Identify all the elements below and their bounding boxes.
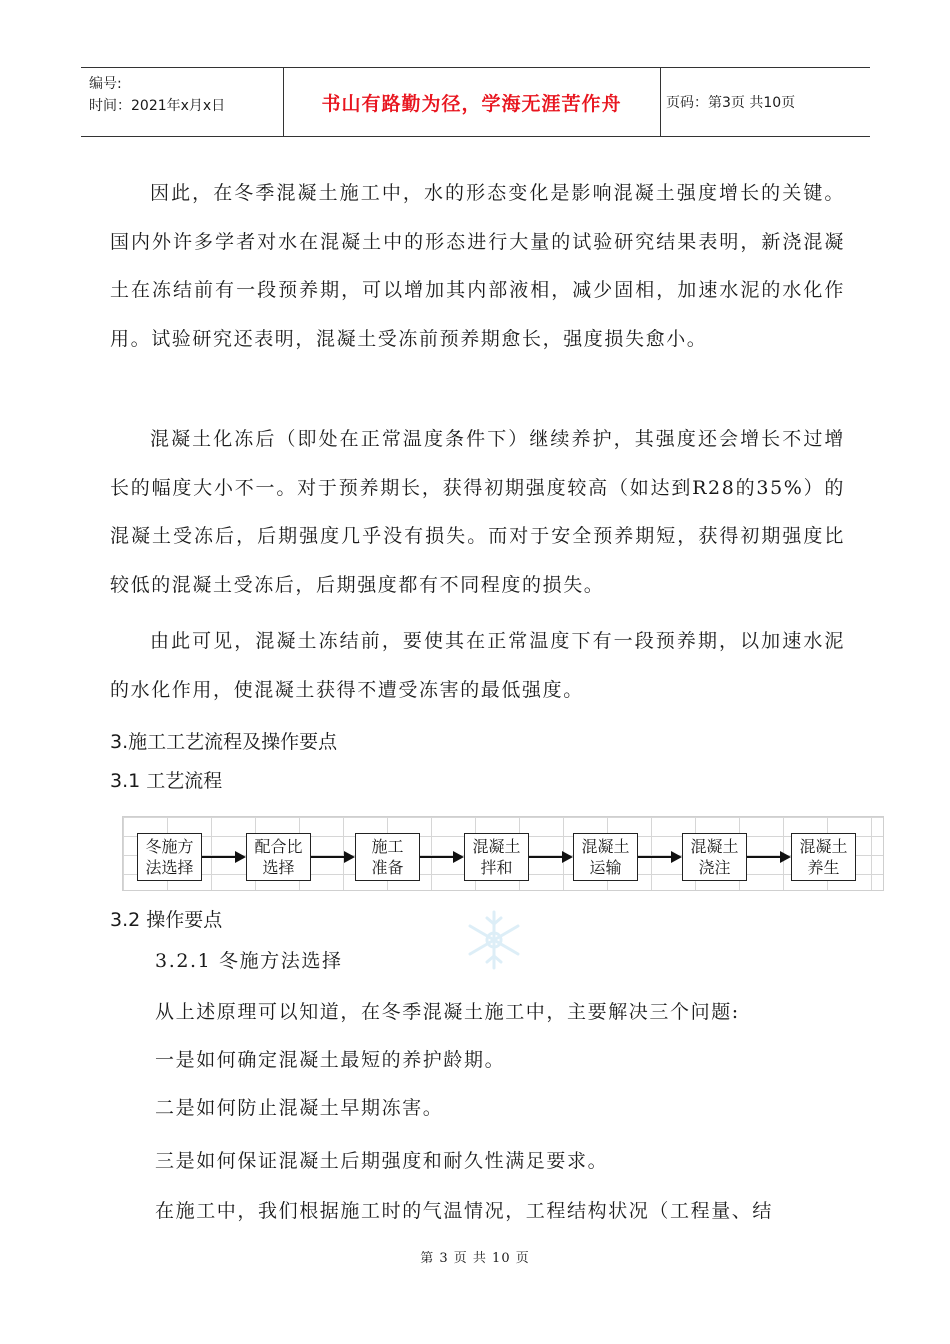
paragraph-water-form: 因此，在冬季混凝土施工中，水的形态变化是影响混凝土强度增长的关键。国内外许多学者对水在混凝土中的形态进行大量的试验研究结果表明，新浇混凝土在冻结前有一段预养期，可以增加其内部液相，减少固相，加速水泥的水化作用。试验研究还表明，混凝土受冻前预养期愈长，强度损失愈小。	[110, 182, 845, 350]
paragraph-conclusion: 由此可见，混凝土冻结前，要使其在正常温度下有一段预养期，以加速水泥的水化作用，使混凝土获得不遭受冻害的最低强度。	[110, 630, 845, 701]
flow-step-3: 施工 准备	[355, 833, 420, 881]
header-motto: 书山有路勤为径，学海无涯苦作舟	[283, 68, 661, 136]
subsection-heading-3-2-1: 3.2.1 冬施方法选择	[155, 950, 343, 972]
header-left-cell	[81, 68, 284, 136]
arrow-right-icon	[202, 851, 246, 863]
section-heading-3-1: 3.1 工艺流程	[110, 770, 223, 792]
section-heading-3: 3.施工工艺流程及操作要点	[110, 731, 338, 753]
document-number-label: 编号:	[89, 76, 122, 92]
flow-step-5: 混凝土 运输	[573, 833, 638, 881]
page-header	[81, 67, 870, 137]
text-line-three-problems: 从上述原理可以知道，在冬季混凝土施工中，主要解决三个问题:	[155, 1001, 740, 1023]
flow-step-7: 混凝土 养生	[791, 833, 856, 881]
flow-step-6: 混凝土 浇注	[682, 833, 747, 881]
arrow-right-icon	[529, 851, 573, 863]
header-page-info: 页码：第3页 共10页	[666, 95, 796, 111]
process-flow-diagram	[122, 816, 884, 891]
text-line-problem-2: 二是如何防止混凝土早期冻害。	[155, 1097, 444, 1119]
section-heading-3-2: 3.2 操作要点	[110, 909, 223, 931]
flow-step-2: 配合比 选择	[246, 833, 311, 881]
document-time-label: 时间：2021年x月x日	[89, 98, 226, 114]
snowflake-watermark-icon	[462, 908, 526, 972]
text-line-problem-1: 一是如何确定混凝土最短的养护龄期。	[155, 1049, 506, 1071]
flow-step-1: 冬施方 法选择	[137, 833, 202, 881]
text-line-problem-3: 三是如何保证混凝土后期强度和耐久性满足要求。	[155, 1150, 609, 1172]
flow-step-4: 混凝土 拌和	[464, 833, 529, 881]
arrow-right-icon	[311, 851, 355, 863]
arrow-right-icon	[638, 851, 682, 863]
page-footer: 第 3 页 共 10 页	[420, 1251, 530, 1266]
paragraph-thaw-curing: 混凝土化冻后（即处在正常温度条件下）继续养护，其强度还会增长不过增长的幅度大小不一。对于预养期长，获得初期强度较高（如达到R28的35%）的混凝土受冻后，后期强度几乎没有损失。而对于安全预养期短，获得初期强度比较低的混凝土受冻后，后期强度都有不同程度的损失。	[110, 428, 845, 596]
arrow-right-icon	[420, 851, 464, 863]
arrow-right-icon	[747, 851, 791, 863]
text-line-construction: 在施工中，我们根据施工时的气温情况，工程结构状况（工程量、结	[155, 1200, 774, 1222]
